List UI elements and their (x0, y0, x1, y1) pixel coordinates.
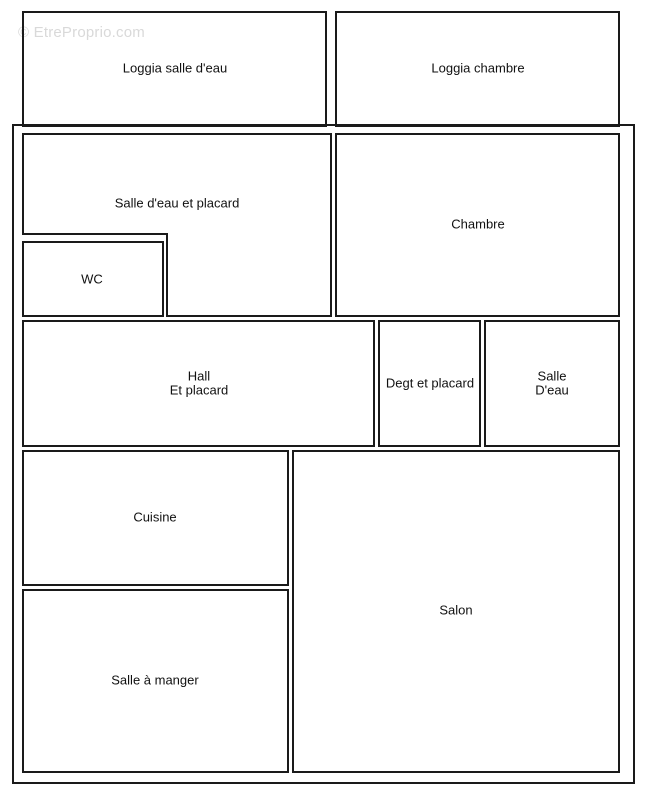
room-salle-deau-placard (23, 134, 331, 316)
label-loggia-salle-deau: Loggia salle d'eau (122, 60, 228, 76)
label-salle-deau-line2: D'eau (535, 382, 569, 398)
label-degt-placard: Degt et placard (385, 375, 475, 391)
label-salon: Salon (439, 602, 473, 618)
label-chambre: Chambre (451, 216, 505, 232)
label-salle-a-manger: Salle à manger (111, 672, 199, 688)
label-wc: WC (81, 271, 103, 287)
label-hall-line1: Hall (187, 368, 211, 384)
label-cuisine: Cuisine (133, 509, 177, 525)
outer-wall (13, 125, 634, 783)
label-salle-deau-placard: Salle d'eau et placard (114, 195, 240, 211)
label-hall-line2: Et placard (169, 382, 229, 398)
label-loggia-chambre: Loggia chambre (431, 60, 525, 76)
label-salle-deau-line1: Salle (537, 368, 567, 384)
watermark-text: © EtreProprio.com (18, 24, 145, 41)
